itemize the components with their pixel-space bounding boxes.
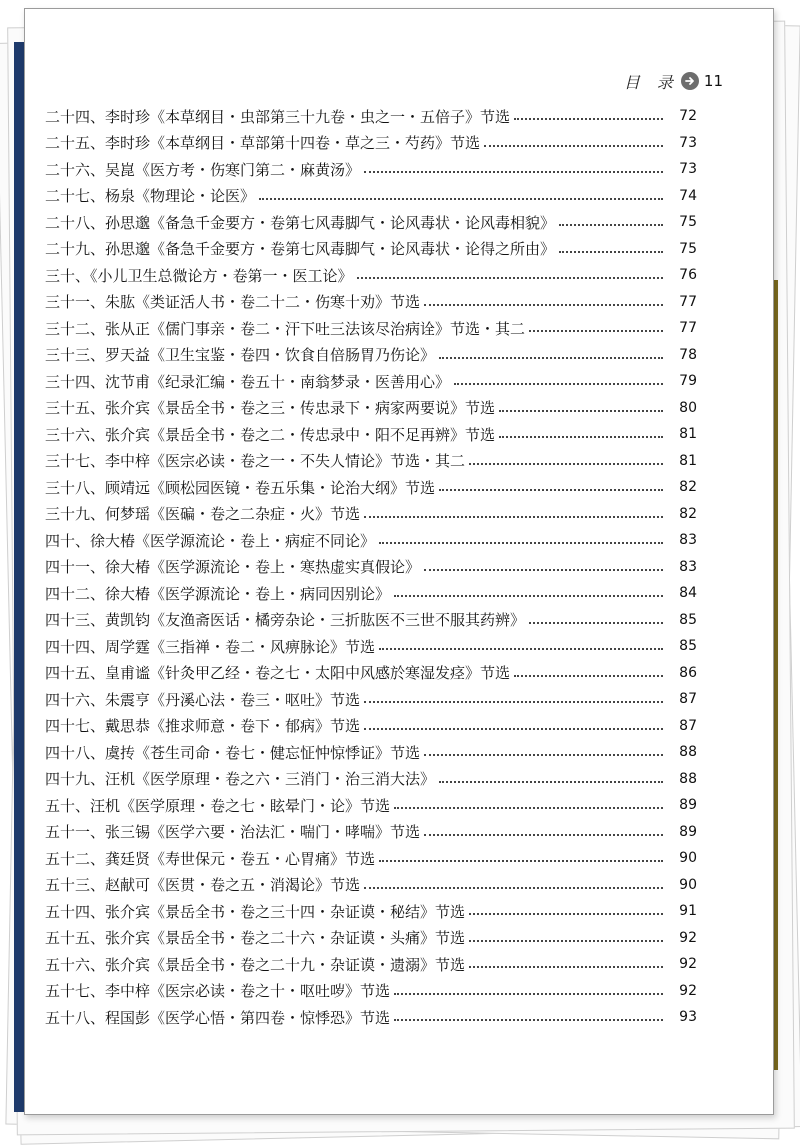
toc-entry-page: 85 xyxy=(679,611,697,628)
toc-entry[interactable] xyxy=(45,607,697,634)
toc-dot-leader xyxy=(469,898,663,924)
toc-entry-title: 四十三、黄凯钧《友渔斋医话・橘旁杂论・三折肱医不三世不服其药辨》 xyxy=(45,611,526,630)
toc-dot-leader xyxy=(529,315,663,341)
toc-dot-leader xyxy=(559,209,663,235)
toc-dot-leader xyxy=(514,103,663,129)
toc-entry-title: 四十二、徐大椿《医学源流论・卷上・病同因别论》 xyxy=(45,584,391,603)
toc-entry-title: 五十四、张介宾《景岳全书・卷之三十四・杂证谟・秘结》节选 xyxy=(45,902,466,921)
toc-entry[interactable] xyxy=(45,474,697,501)
toc-entry-page: 77 xyxy=(679,293,697,310)
toc-entry-title: 二十七、杨泉《物理论・论医》 xyxy=(45,187,256,206)
toc-dot-leader xyxy=(469,448,663,474)
toc-entry[interactable] xyxy=(45,554,697,581)
toc-entry-page: 82 xyxy=(679,479,697,496)
toc-entry-title: 四十七、戴思恭《推求师意・卷下・郁病》节选 xyxy=(45,717,361,736)
toc-entry-page: 83 xyxy=(679,558,697,575)
toc-entry[interactable] xyxy=(45,978,697,1005)
toc-entry[interactable] xyxy=(45,686,697,713)
toc-dot-leader xyxy=(364,872,663,898)
toc-dot-leader xyxy=(559,236,663,262)
toc-entry-title: 三十六、张介宾《景岳全书・卷之二・传忠录中・阳不足再辨》节选 xyxy=(45,425,496,444)
toc-entry[interactable] xyxy=(45,315,697,342)
toc-dot-leader xyxy=(379,845,663,871)
toc-entry-title: 五十三、赵献可《医贯・卷之五・消渴论》节选 xyxy=(45,876,361,895)
toc-entry-page: 90 xyxy=(679,876,697,893)
toc-entry-page: 74 xyxy=(679,187,697,204)
toc-dot-leader xyxy=(484,130,663,156)
toc-entry-title: 四十一、徐大椿《医学源流论・卷上・寒热虚实真假论》 xyxy=(45,558,421,577)
toc-entry-page: 82 xyxy=(679,505,697,522)
toc-entry-title: 二十四、李时珍《本草纲目・虫部第三十九卷・虫之一・五倍子》节选 xyxy=(45,107,511,126)
toc-entry-page: 81 xyxy=(679,426,697,443)
toc-entry[interactable] xyxy=(45,289,697,316)
toc-entry-title: 三十一、朱肱《类证活人书・卷二十二・伤寒十劝》节选 xyxy=(45,293,421,312)
toc-dot-leader xyxy=(364,686,663,712)
toc-entry-page: 92 xyxy=(679,956,697,973)
toc-entry-page: 86 xyxy=(679,664,697,681)
toc-dot-leader xyxy=(424,289,663,315)
toc-entry-page: 81 xyxy=(679,452,697,469)
toc-dot-leader xyxy=(364,156,663,182)
toc-entry[interactable] xyxy=(45,819,697,846)
toc-entry-page: 79 xyxy=(679,373,697,390)
toc-entry[interactable] xyxy=(45,580,697,607)
toc-entry-title: 五十七、李中梓《医宗必读・卷之十・呕吐哕》节选 xyxy=(45,982,391,1001)
toc-entry-title: 五十八、程国彭《医学心悟・第四卷・惊悸恐》节选 xyxy=(45,1008,391,1027)
header-page-number: 11 xyxy=(703,72,723,90)
toc-entry-title: 二十六、吴崑《医方考・伤寒门第二・麻黄汤》 xyxy=(45,160,361,179)
toc-entry[interactable] xyxy=(45,633,697,660)
toc-entry-page: 75 xyxy=(679,240,697,257)
toc-dot-leader xyxy=(439,766,663,792)
toc-entry[interactable] xyxy=(45,660,697,687)
toc-entry-page: 90 xyxy=(679,850,697,867)
toc-entry-title: 二十五、李时珍《本草纲目・草部第十四卷・草之三・芍药》节选 xyxy=(45,134,481,153)
toc-entry-page: 73 xyxy=(679,134,697,151)
toc-dot-leader xyxy=(394,792,663,818)
toc-entry-title: 五十二、龚廷贤《寿世保元・卷五・心胃痛》节选 xyxy=(45,849,376,868)
toc-dot-leader xyxy=(424,819,663,845)
toc-entry-title: 三十、《小儿卫生总微论方・卷第一・医工论》 xyxy=(45,266,353,285)
toc-entry[interactable] xyxy=(45,368,697,395)
toc-entry[interactable] xyxy=(45,739,697,766)
toc-entry-title: 二十九、孙思邈《备急千金要方・卷第七风毒脚气・论风毒状・论得之所由》 xyxy=(45,240,556,259)
toc-entry-page: 89 xyxy=(679,797,697,814)
toc-entry-page: 88 xyxy=(679,744,697,761)
toc-entry-title: 五十六、张介宾《景岳全书・卷之二十九・杂证谟・遗溺》节选 xyxy=(45,955,466,974)
toc-entry[interactable] xyxy=(45,130,697,157)
toc-dot-leader xyxy=(394,580,663,606)
table-of-contents xyxy=(45,103,697,1031)
toc-dot-leader xyxy=(439,474,663,500)
toc-dot-leader xyxy=(379,527,663,553)
header-title: 目 录 xyxy=(623,72,679,92)
toc-entry-page: 92 xyxy=(679,929,697,946)
toc-dot-leader xyxy=(529,607,663,633)
toc-entry[interactable] xyxy=(45,501,697,528)
toc-entry-title: 三十八、顾靖远《顾松园医镜・卷五乐集・论治大纲》节选 xyxy=(45,478,436,497)
toc-entry-page: 91 xyxy=(679,903,697,920)
toc-entry-title: 三十五、张介宾《景岳全书・卷之三・传忠录下・病家两要说》节选 xyxy=(45,399,496,418)
toc-entry[interactable] xyxy=(45,183,697,210)
toc-entry-title: 四十、徐大椿《医学源流论・卷上・病症不同论》 xyxy=(45,531,376,550)
toc-dot-leader xyxy=(514,660,663,686)
toc-entry[interactable] xyxy=(45,872,697,899)
toc-entry[interactable] xyxy=(45,792,697,819)
toc-entry-page: 72 xyxy=(679,108,697,125)
toc-entry-page: 75 xyxy=(679,214,697,231)
toc-entry-title: 四十九、汪机《医学原理・卷之六・三消门・治三消大法》 xyxy=(45,770,436,789)
toc-entry[interactable] xyxy=(45,395,697,422)
toc-dot-leader xyxy=(424,554,663,580)
toc-entry-title: 五十五、张介宾《景岳全书・卷之二十六・杂证谟・头痛》节选 xyxy=(45,929,466,948)
toc-entry-page: 80 xyxy=(679,399,697,416)
toc-entry-page: 88 xyxy=(679,770,697,787)
toc-entry-title: 四十五、皇甫谧《针灸甲乙经・卷之七・太阳中风感於寒湿发痉》节选 xyxy=(45,664,511,683)
toc-entry-title: 三十九、何梦瑶《医碥・卷之二杂症・火》节选 xyxy=(45,505,361,524)
toc-entry[interactable] xyxy=(45,342,697,369)
toc-entry[interactable] xyxy=(45,766,697,793)
toc-entry-title: 五十一、张三锡《医学六要・治法汇・喘门・哮喘》节选 xyxy=(45,823,421,842)
toc-dot-leader xyxy=(469,925,663,951)
toc-entry-title: 三十七、李中梓《医宗必读・卷之一・不失人情论》节选・其二 xyxy=(45,452,466,471)
toc-entry[interactable] xyxy=(45,262,697,289)
toc-entry[interactable] xyxy=(45,448,697,475)
toc-dot-leader xyxy=(364,501,663,527)
toc-dot-leader xyxy=(394,1004,663,1030)
toc-entry-page: 87 xyxy=(679,691,697,708)
toc-entry[interactable] xyxy=(45,421,697,448)
toc-entry[interactable] xyxy=(45,898,697,925)
book-spine-edge xyxy=(14,42,24,1112)
toc-entry-page: 84 xyxy=(679,585,697,602)
toc-entry-title: 三十二、张从正《儒门事亲・卷二・汗下吐三法该尽治病诠》节选・其二 xyxy=(45,319,526,338)
toc-entry-page: 89 xyxy=(679,823,697,840)
toc-entry-title: 四十八、虞抟《苍生司命・卷七・健忘怔忡惊悸证》节选 xyxy=(45,743,421,762)
toc-entry-title: 四十四、周学霆《三指禅・卷二・风痹脉论》节选 xyxy=(45,637,376,656)
toc-dot-leader xyxy=(469,951,663,977)
toc-dot-leader xyxy=(379,633,663,659)
toc-entry-title: 二十八、孙思邈《备急千金要方・卷第七风毒脚气・论风毒状・论风毒相貌》 xyxy=(45,213,556,232)
toc-entry-title: 三十四、沈节甫《纪录汇编・卷五十・南翁梦录・医善用心》 xyxy=(45,372,451,391)
toc-entry-page: 78 xyxy=(679,346,697,363)
toc-entry[interactable] xyxy=(45,713,697,740)
toc-entry-title: 五十、汪机《医学原理・卷之七・眩晕门・论》节选 xyxy=(45,796,391,815)
toc-entry-page: 73 xyxy=(679,161,697,178)
toc-dot-leader xyxy=(439,342,663,368)
toc-dot-leader xyxy=(424,739,663,765)
toc-dot-leader xyxy=(394,978,663,1004)
toc-entry-title: 三十三、罗天益《卫生宝鉴・卷四・饮食自倍肠胃乃伤论》 xyxy=(45,346,436,365)
toc-entry[interactable] xyxy=(45,527,697,554)
toc-entry[interactable] xyxy=(45,1004,697,1031)
toc-entry[interactable] xyxy=(45,925,697,952)
toc-entry-title: 四十六、朱震亨《丹溪心法・卷三・呕吐》节选 xyxy=(45,690,361,709)
toc-entry-page: 77 xyxy=(679,320,697,337)
toc-entry-page: 76 xyxy=(679,267,697,284)
toc-entry-page: 93 xyxy=(679,1009,697,1026)
toc-entry-page: 85 xyxy=(679,638,697,655)
toc-dot-leader xyxy=(357,262,663,288)
toc-entry-page: 92 xyxy=(679,982,697,999)
toc-dot-leader xyxy=(259,183,663,209)
arrow-right-circle-icon xyxy=(681,72,699,90)
toc-entry[interactable] xyxy=(45,103,697,130)
toc-entry-page: 83 xyxy=(679,532,697,549)
toc-entry-page: 87 xyxy=(679,717,697,734)
toc-dot-leader xyxy=(499,395,663,421)
toc-entry[interactable] xyxy=(45,951,697,978)
toc-entry[interactable] xyxy=(45,236,697,263)
toc-dot-leader xyxy=(499,421,663,447)
toc-dot-leader xyxy=(364,713,663,739)
toc-dot-leader xyxy=(454,368,663,394)
toc-entry[interactable] xyxy=(45,845,697,872)
toc-entry[interactable] xyxy=(45,209,697,236)
page-header xyxy=(624,69,723,93)
toc-entry[interactable] xyxy=(45,156,697,183)
